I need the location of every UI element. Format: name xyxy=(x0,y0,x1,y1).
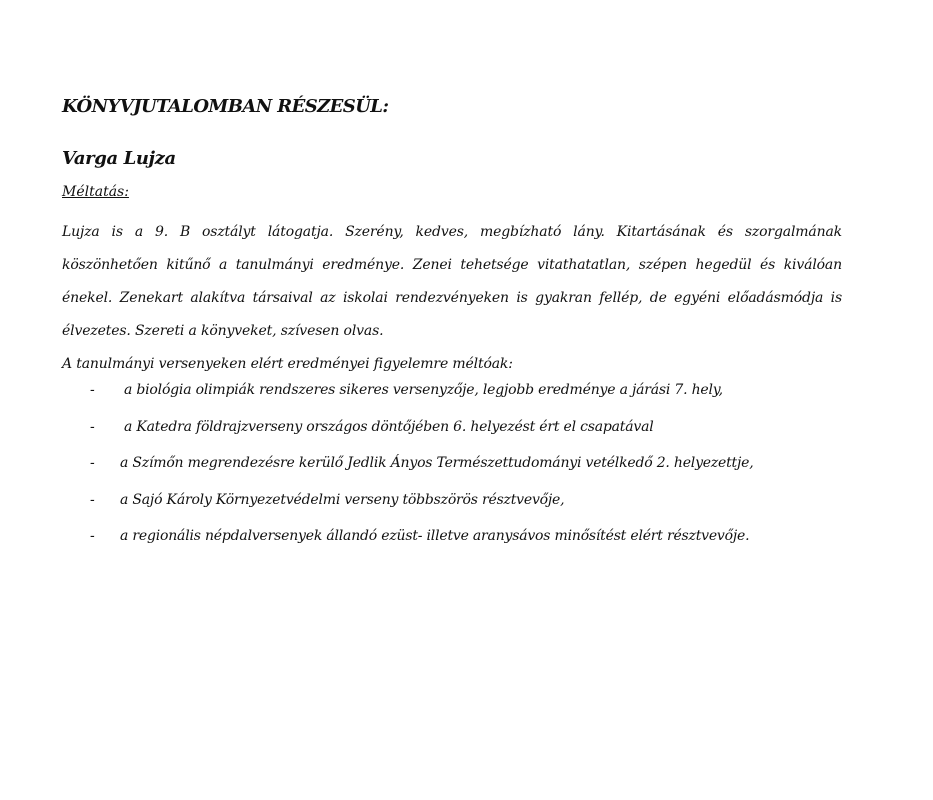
list-item-text: a biológia olimpiák rendszeres sikeres versenyzője, legjobb eredménye a járási 7. hely, xyxy=(124,382,723,398)
achievements-intro: A tanulmányi versenyeken elért eredményei figyelemre méltóak: xyxy=(62,356,513,372)
list-bullet: - xyxy=(90,418,95,435)
list-bullet: - xyxy=(90,455,95,471)
description-paragraph: Lujza is a 9. B osztályt látogatja. Szerény, kedves, megbízható lány. Kitartásának és szorgalmának köszönhetően kitűnő a tanulmányi eredménye. Zenei tehetsége vitathatatlan, szépen hegedül és kiválóan énekel. Zenekart alakítva társaival az iskolai rendezvényeken is gyakran fellép, de egyéni előadásmódja is élvezetes. Szereti a könyveket, szívesen olvas. xyxy=(62,224,842,339)
student-name: Varga Lujza xyxy=(62,148,176,169)
list-bullet: - xyxy=(90,491,95,508)
document-heading: KÖNYVJUTALOMBAN RÉSZESÜL: xyxy=(62,96,389,117)
list-bullet: - xyxy=(90,528,95,544)
list-item-text: a Sajó Károly Környezetvédelmi verseny többszörös résztvevője, xyxy=(120,491,565,508)
section-label: Méltatás: xyxy=(62,184,129,200)
list-item-text: a regionális népdalversenyek állandó ezüst- illetve aranysávos minősítést elért résztvevője. xyxy=(120,528,750,544)
list-item-text: a Szímőn megrendezésre kerülő Jedlik Ányos Természettudományi vetélkedő 2. helyezettje, xyxy=(120,455,754,471)
list-bullet: - xyxy=(90,382,95,398)
list-item-text: a Katedra földrajzverseny országos döntőjében 6. helyezést ért el csapatával xyxy=(124,418,654,435)
